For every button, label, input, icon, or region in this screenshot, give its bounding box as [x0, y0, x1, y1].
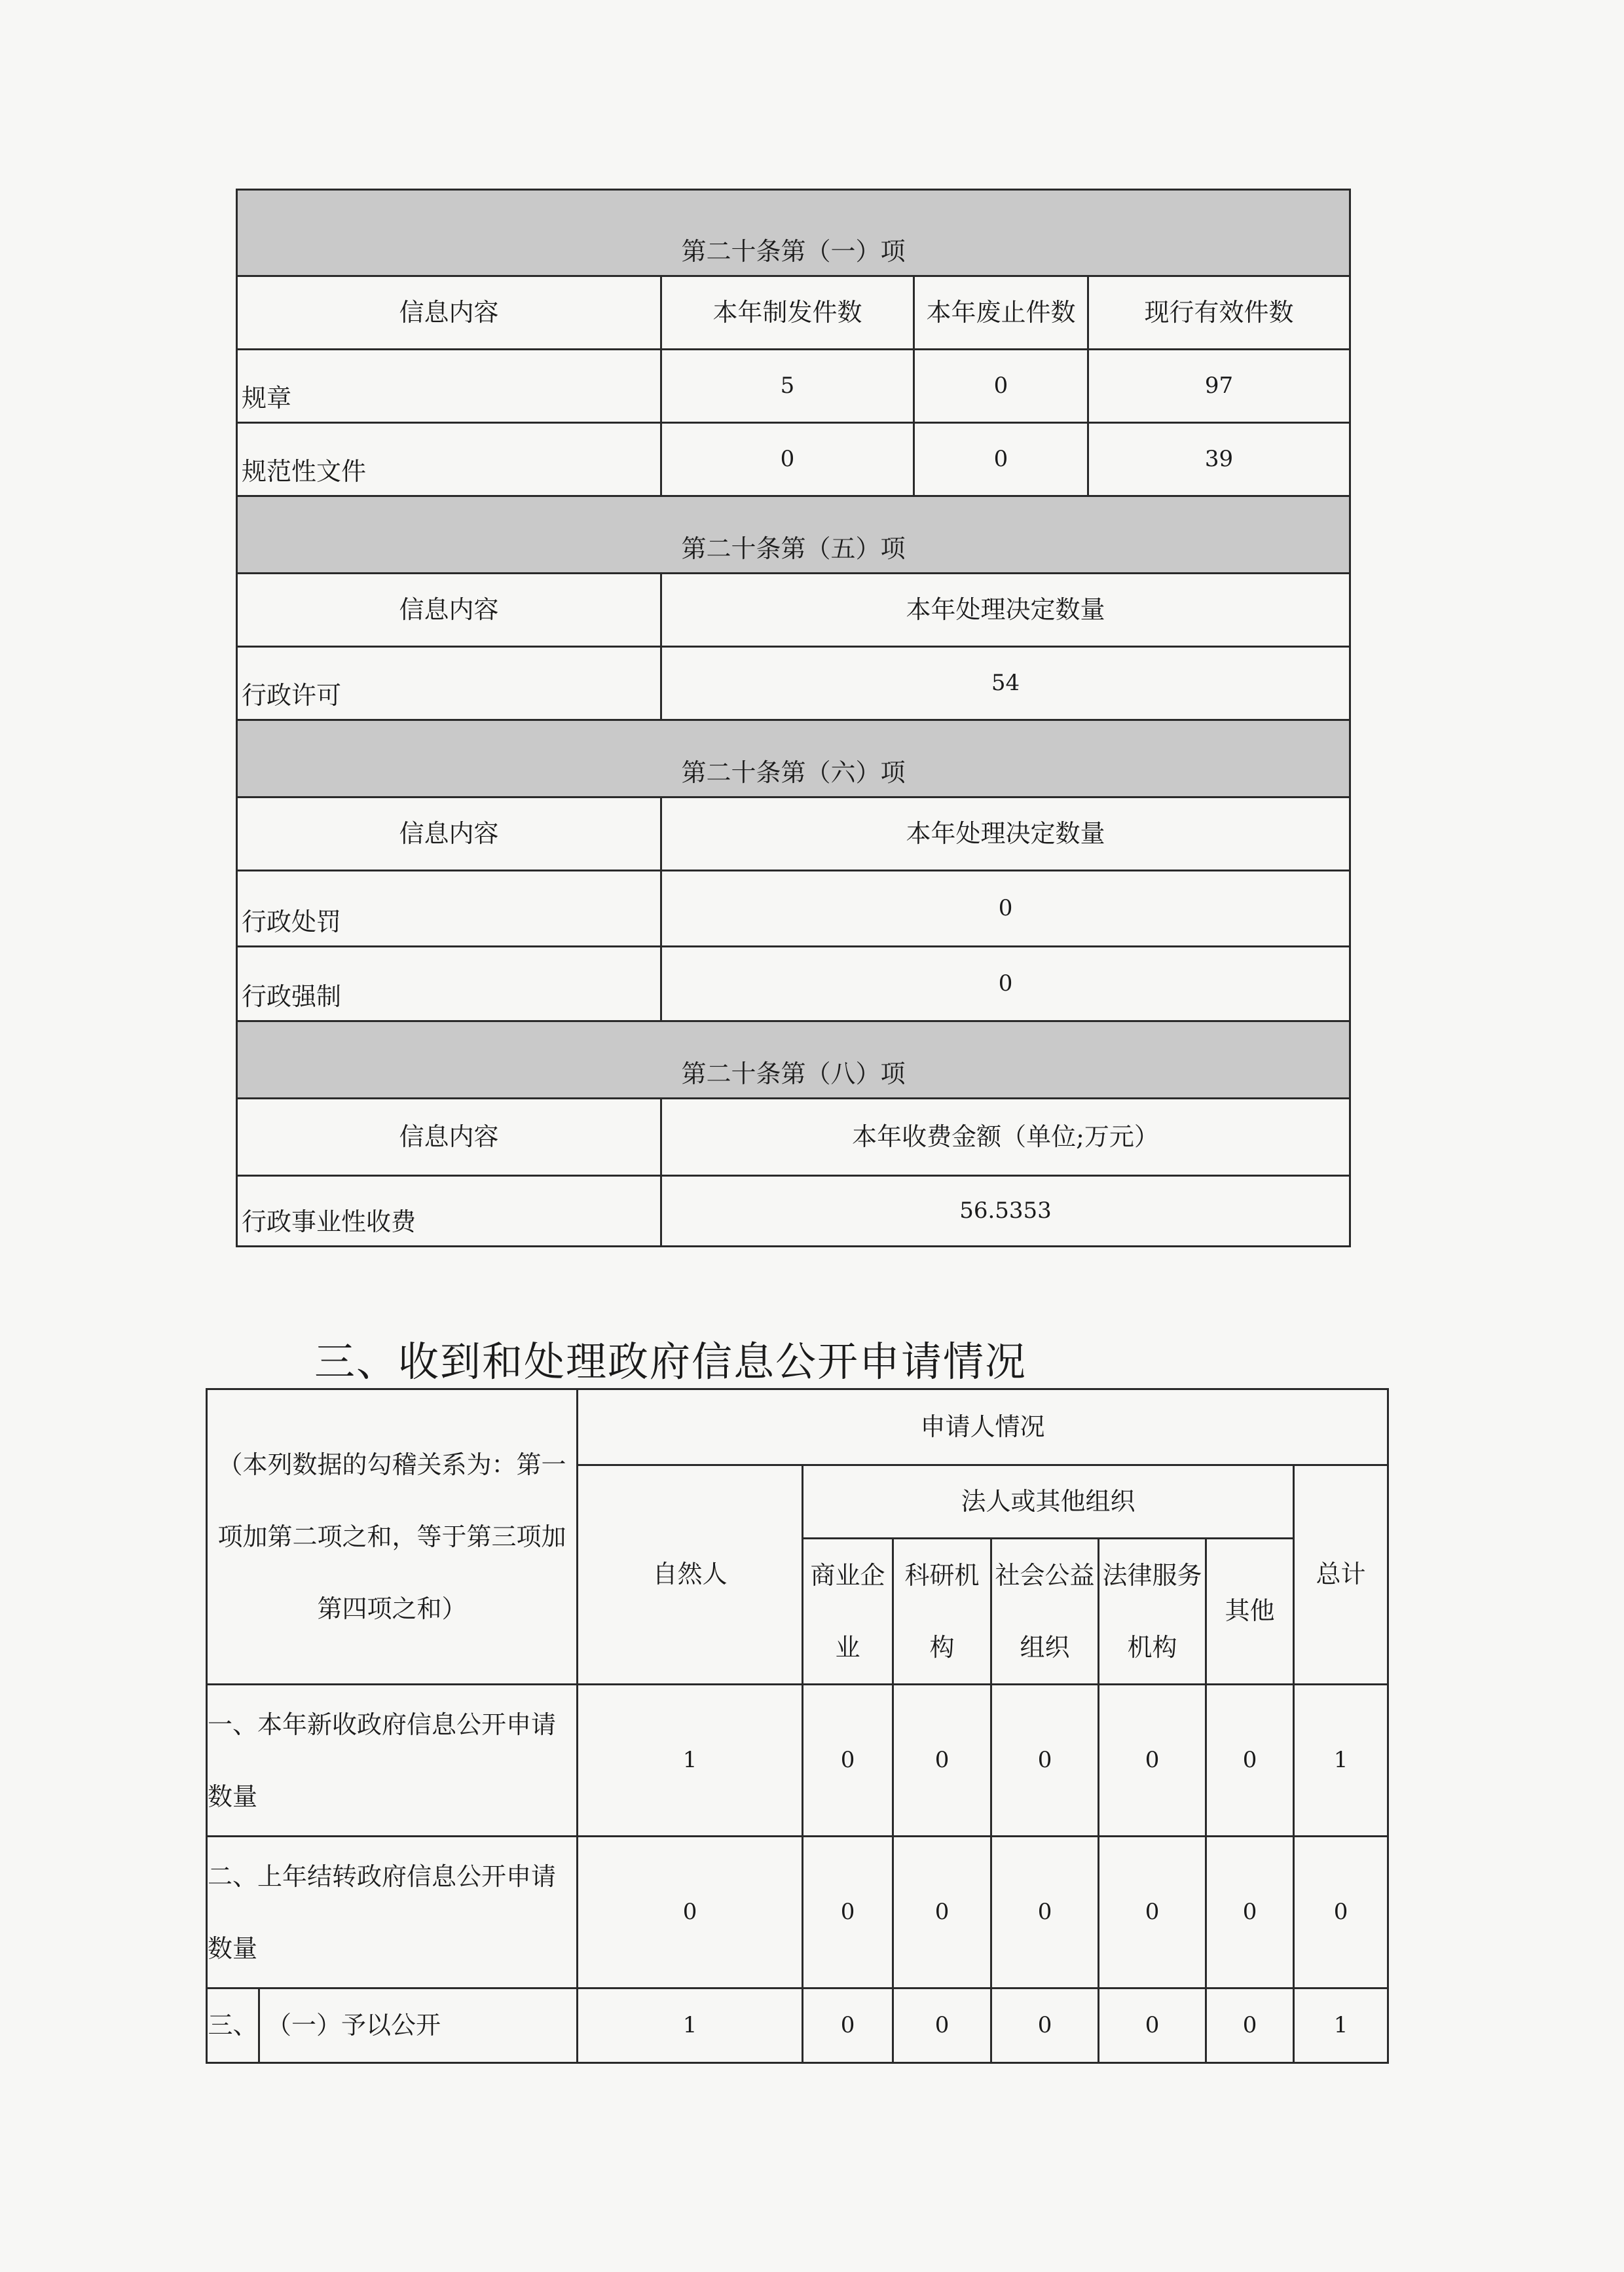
- table-row: [207, 1685, 1388, 1837]
- cell-value: 56.5353: [661, 1176, 1350, 1247]
- cell-value: 0: [893, 1837, 991, 1988]
- row-label: 行政事业性收费: [237, 1176, 661, 1247]
- section-heading: 三、收到和处理政府信息公开申请情况: [314, 1338, 1027, 1385]
- header-applicant: 申请人情况: [578, 1389, 1388, 1465]
- header-content: 信息内容: [237, 574, 661, 647]
- cell-value: 5: [661, 350, 914, 423]
- header-valid: 现行有效件数: [1088, 276, 1350, 350]
- cell-value: 0: [991, 1988, 1099, 2063]
- row-label: 一、本年新收政府信息公开申请数量: [207, 1685, 578, 1837]
- cell-value: 0: [1206, 1837, 1294, 1988]
- header-total: 总计: [1294, 1465, 1388, 1685]
- cell-value: 0: [893, 1988, 991, 2063]
- header-value: 本年收费金额（单位;万元）: [661, 1099, 1350, 1176]
- header-repealed: 本年废止件数: [914, 276, 1088, 350]
- table-row: [237, 1176, 1350, 1247]
- table-row: [237, 647, 1350, 720]
- cell-value: 0: [1206, 1685, 1294, 1837]
- header-issued: 本年制发件数: [661, 276, 914, 350]
- header-law: 法律服务机构: [1099, 1539, 1206, 1685]
- cell-value: 0: [578, 1837, 803, 1988]
- note-cell: （本列数据的勾稽关系为：第一项加第二项之和，等于第三项加第四项之和）: [207, 1389, 578, 1685]
- section-title: 第二十条第（一）项: [237, 190, 1350, 276]
- row-label: 二、上年结转政府信息公开申请数量: [207, 1837, 578, 1988]
- cell-value: 0: [991, 1837, 1099, 1988]
- row-label: 规章: [237, 350, 661, 423]
- row-prefix: 三、: [207, 1988, 259, 2063]
- section-title: 第二十条第（五）项: [237, 496, 1350, 574]
- disclosure-table: [236, 189, 1351, 1247]
- header-content: 信息内容: [237, 276, 661, 350]
- row-label: 规范性文件: [237, 423, 661, 496]
- table-row: [207, 1988, 1388, 2063]
- cell-value: 97: [1088, 350, 1350, 423]
- header-natural: 自然人: [578, 1465, 803, 1685]
- header-other: 其他: [1206, 1539, 1294, 1685]
- header-research: 科研机构: [893, 1539, 991, 1685]
- cell-value: 0: [803, 1685, 893, 1837]
- application-table: [206, 1388, 1389, 2064]
- cell-value: 54: [661, 647, 1350, 720]
- section-title: 第二十条第（六）项: [237, 720, 1350, 797]
- table-row: [207, 1837, 1388, 1988]
- row-label: 行政处罚: [237, 871, 661, 947]
- cell-value: 0: [1294, 1837, 1388, 1988]
- row-label: 行政许可: [237, 647, 661, 720]
- header-social: 社会公益组织: [991, 1539, 1099, 1685]
- cell-value: 1: [1294, 1685, 1388, 1837]
- cell-value: 1: [578, 1988, 803, 2063]
- cell-value: 0: [1206, 1988, 1294, 2063]
- section-title: 第二十条第（八）项: [237, 1021, 1350, 1099]
- row-label: 行政强制: [237, 947, 661, 1021]
- table-row: [237, 871, 1350, 947]
- cell-value: 0: [1099, 1685, 1206, 1837]
- header-commercial: 商业企业: [803, 1539, 893, 1685]
- table-row: [237, 947, 1350, 1021]
- cell-value: 0: [893, 1685, 991, 1837]
- header-legal: 法人或其他组织: [803, 1465, 1294, 1539]
- header-value: 本年处理决定数量: [661, 797, 1350, 871]
- cell-value: 0: [914, 350, 1088, 423]
- cell-value: 0: [661, 423, 914, 496]
- row-label: （一）予以公开: [259, 1988, 578, 2063]
- cell-value: 0: [914, 423, 1088, 496]
- table-row: [237, 350, 1350, 423]
- table-row: [237, 423, 1350, 496]
- header-value: 本年处理决定数量: [661, 574, 1350, 647]
- cell-value: 0: [661, 871, 1350, 947]
- cell-value: 0: [1099, 1837, 1206, 1988]
- cell-value: 1: [1294, 1988, 1388, 2063]
- header-content: 信息内容: [237, 797, 661, 871]
- cell-value: 0: [803, 1988, 893, 2063]
- cell-value: 0: [991, 1685, 1099, 1837]
- header-content: 信息内容: [237, 1099, 661, 1176]
- cell-value: 39: [1088, 423, 1350, 496]
- cell-value: 0: [1099, 1988, 1206, 2063]
- cell-value: 0: [803, 1837, 893, 1988]
- cell-value: 0: [661, 947, 1350, 1021]
- cell-value: 1: [578, 1685, 803, 1837]
